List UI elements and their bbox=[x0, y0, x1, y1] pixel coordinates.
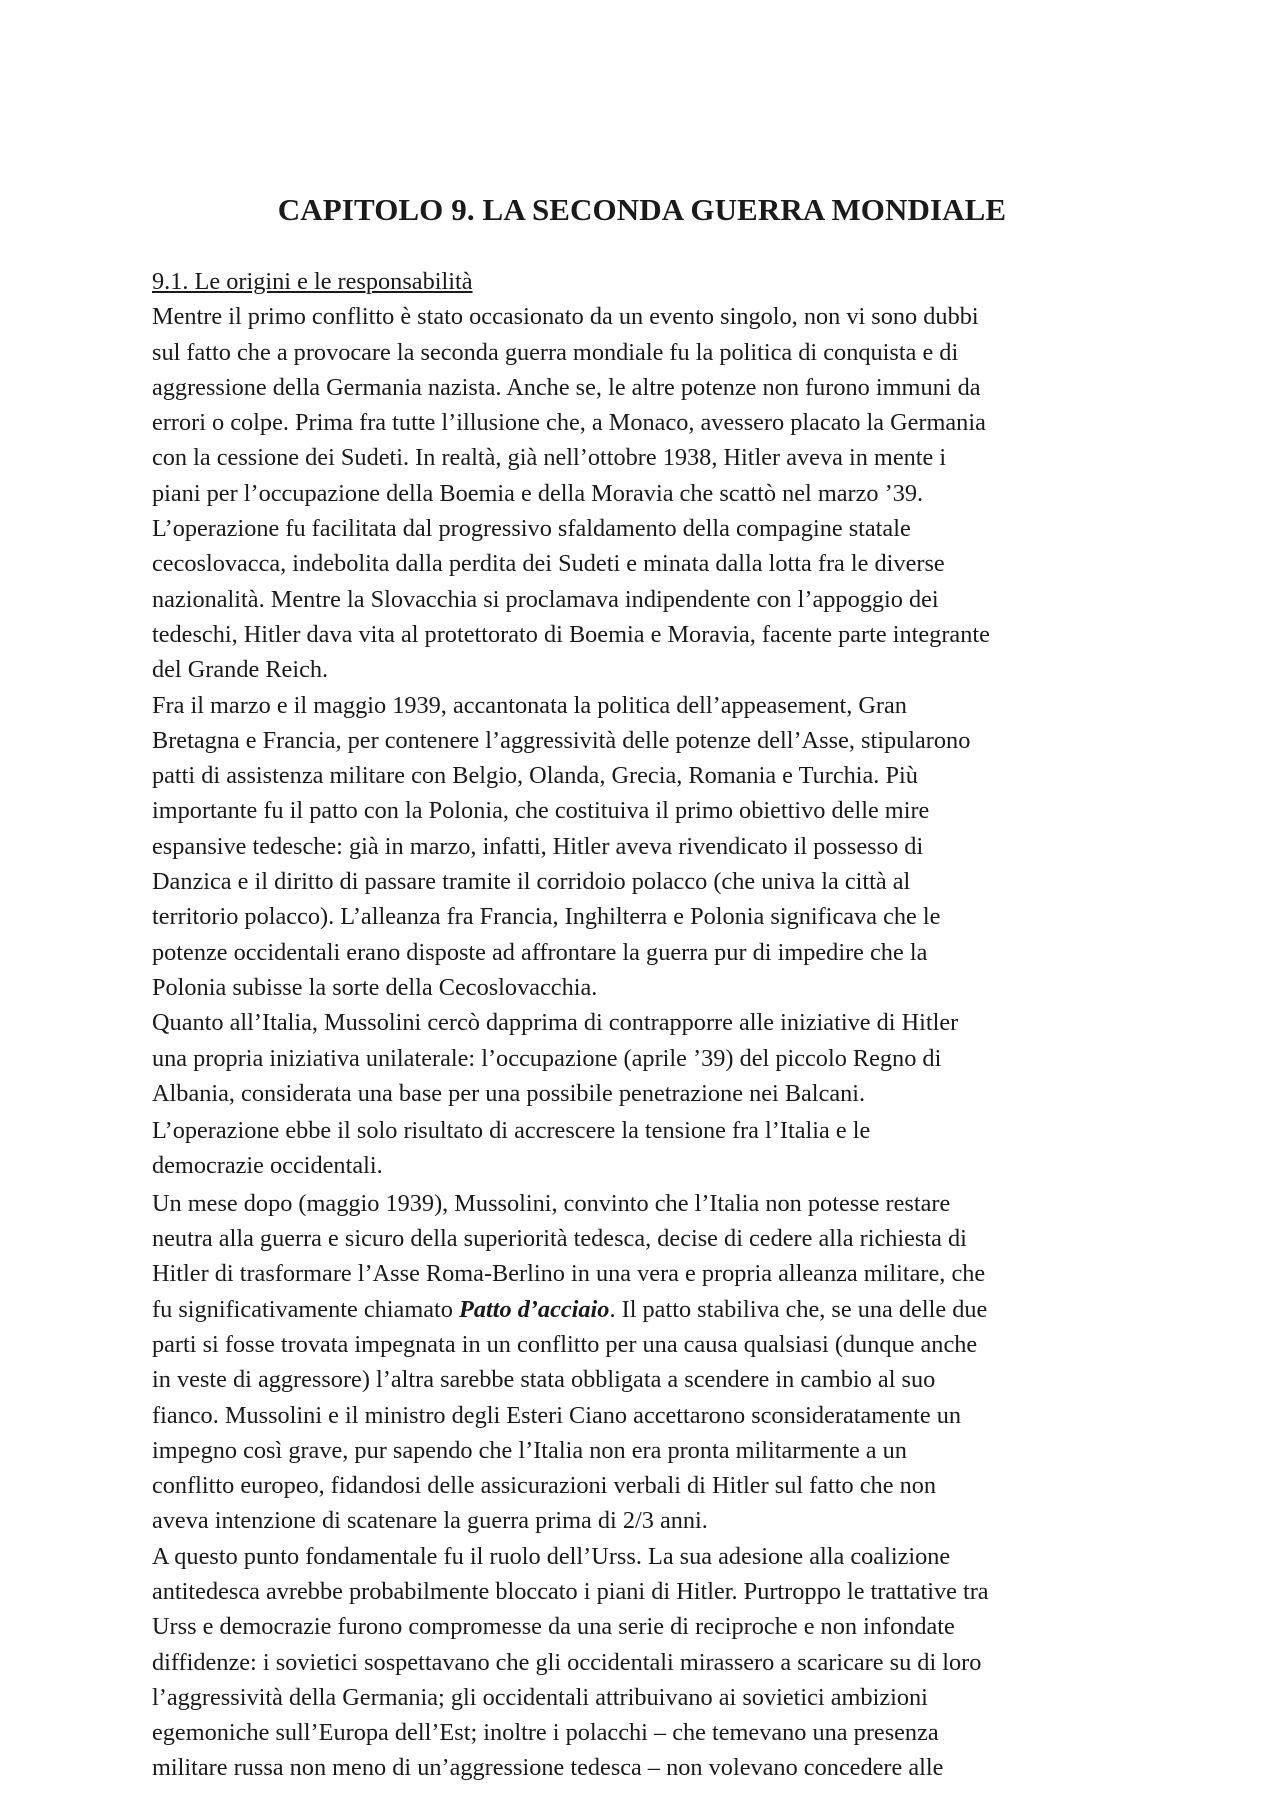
text-line: militare russa non meno di un’aggressione tedesca – non volevano concedere alle bbox=[152, 1754, 944, 1782]
text-line: aggressione della Germania nazista. Anche se, le altre potenze non furono immuni da bbox=[152, 373, 981, 401]
body-text bbox=[152, 264, 1132, 1786]
chapter-title: CAPITOLO 9. LA SECONDA GUERRA MONDIALE bbox=[277, 192, 1007, 227]
text-line: Fra il marzo e il maggio 1939, accantonata la politica dell’appeasement, Gran bbox=[152, 691, 907, 719]
text-line: Urss e democrazie furono compromesse da una serie di reciproche e non infondate bbox=[152, 1613, 955, 1641]
text-line: A questo punto fondamentale fu il ruolo dell’Urss. La sua adesione alla coalizione bbox=[152, 1542, 951, 1570]
text-line: patti di assistenza militare con Belgio, Olanda, Grecia, Romania e Turchia. Più bbox=[152, 762, 918, 790]
text-line: errori o colpe. Prima fra tutte l’illusione che, a Monaco, avessero placato la Germania bbox=[152, 409, 986, 437]
text-line: territorio polacco). L’alleanza fra Francia, Inghilterra e Polonia significava che le bbox=[152, 903, 941, 931]
text-line: Hitler di trasformare l’Asse Roma-Berlino in una vera e propria alleanza militare, che bbox=[152, 1260, 986, 1288]
section-heading: 9.1. Le origini e le responsabilità bbox=[152, 268, 473, 295]
text-line: L’operazione fu facilitata dal progressivo sfaldamento della compagine statale bbox=[152, 515, 911, 543]
pact-line bbox=[152, 1292, 1132, 1327]
text-line: espansive tedesche: già in marzo, infatti, Hitler aveva rivendicato il possesso di bbox=[152, 832, 924, 860]
text-line: in veste di aggressore) l’altra sarebbe stata obbligata a scendere in cambio al suo bbox=[152, 1366, 936, 1394]
text-line: nazionalità. Mentre la Slovacchia si proclamava indipendente con l’appoggio dei bbox=[152, 585, 939, 613]
text-line: potenze occidentali erano disposte ad affrontare la guerra pur di impedire che la bbox=[152, 938, 928, 966]
text-line: parti si fosse trovata impegnata in un conflitto per una causa qualsiasi (dunque anche bbox=[152, 1330, 978, 1358]
text-line: una propria iniziativa unilaterale: l’occupazione (aprile ’39) del piccolo Regno di bbox=[152, 1044, 942, 1072]
text-line: importante fu il patto con la Polonia, che costituiva il primo obiettivo delle mire bbox=[152, 797, 930, 825]
text-line: democrazie occidentali. bbox=[152, 1152, 383, 1180]
text-line: cecoslovacca, indebolita dalla perdita dei Sudeti e minata dalla lotta fra le diverse bbox=[152, 550, 945, 578]
text-line: impegno così grave, pur sapendo che l’Italia non era pronta militarmente a un bbox=[152, 1436, 907, 1464]
text-line: tedeschi, Hitler dava vita al protettorato di Boemia e Moravia, facente parte integrante bbox=[152, 620, 990, 648]
text-line: l’aggressività della Germania; gli occidentali attribuivano ai sovietici ambizioni bbox=[152, 1683, 928, 1711]
text-line: con la cessione dei Sudeti. In realtà, già nell’ottobre 1938, Hitler aveva in mente i bbox=[152, 444, 947, 472]
text-line: sul fatto che a provocare la seconda guerra mondiale fu la politica di conquista e di bbox=[152, 338, 959, 366]
text-line: diffidenze: i sovietici sospettavano che gli occidentali mirassero a scaricare su di loro bbox=[152, 1648, 982, 1676]
pact-line-after: . Il patto stabiliva che, se una delle due bbox=[609, 1295, 988, 1323]
text-line: Polonia subisse la sorte della Cecoslovacchia. bbox=[152, 973, 598, 1001]
text-line: Un mese dopo (maggio 1939), Mussolini, convinto che l’Italia non potesse restare bbox=[152, 1189, 951, 1217]
text-line: Danzica e il diritto di passare tramite il corridoio polacco (che univa la città al bbox=[152, 868, 911, 896]
text-line: conflitto europeo, fidandosi delle assicurazioni verbali di Hitler sul fatto che non bbox=[152, 1472, 937, 1500]
text-line: fianco. Mussolini e il ministro degli Esteri Ciano accettarono sconsideratamente un bbox=[152, 1401, 962, 1429]
text-line: Quanto all’Italia, Mussolini cercò dapprima di contrapporre alle iniziative di Hitler bbox=[152, 1009, 959, 1037]
text-line: Bretagna e Francia, per contenere l’aggressività delle potenze dell’Asse, stipularono bbox=[152, 726, 971, 754]
text-line: egemoniche sull’Europa dell’Est; inoltre i polacchi – che temevano una presenza bbox=[152, 1719, 939, 1747]
text-line: del Grande Reich. bbox=[152, 656, 329, 684]
text-line: piani per l’occupazione della Boemia e della Moravia che scattò nel marzo ’39. bbox=[152, 479, 924, 507]
pact-name: Patto d’acciaio bbox=[458, 1295, 610, 1323]
text-line: Mentre il primo conflitto è stato occasionato da un evento singolo, non vi sono dubbi bbox=[152, 303, 979, 331]
text-line: Albania, considerata una base per una possibile penetrazione nei Balcani. bbox=[152, 1079, 866, 1107]
text-line: aveva intenzione di scatenare la guerra prima di 2/3 anni. bbox=[152, 1507, 708, 1535]
text-line: neutra alla guerra e sicuro della superiorità tedesca, decise di cedere alla richiesta di bbox=[152, 1225, 967, 1253]
text-line: antitedesca avrebbe probabilmente bloccato i piani di Hitler. Purtroppo le trattative tra bbox=[152, 1577, 989, 1605]
text-line: L’operazione ebbe il solo risultato di accrescere la tensione fra l’Italia e le bbox=[152, 1117, 871, 1145]
pact-line-before: fu significativamente chiamato bbox=[152, 1295, 459, 1323]
